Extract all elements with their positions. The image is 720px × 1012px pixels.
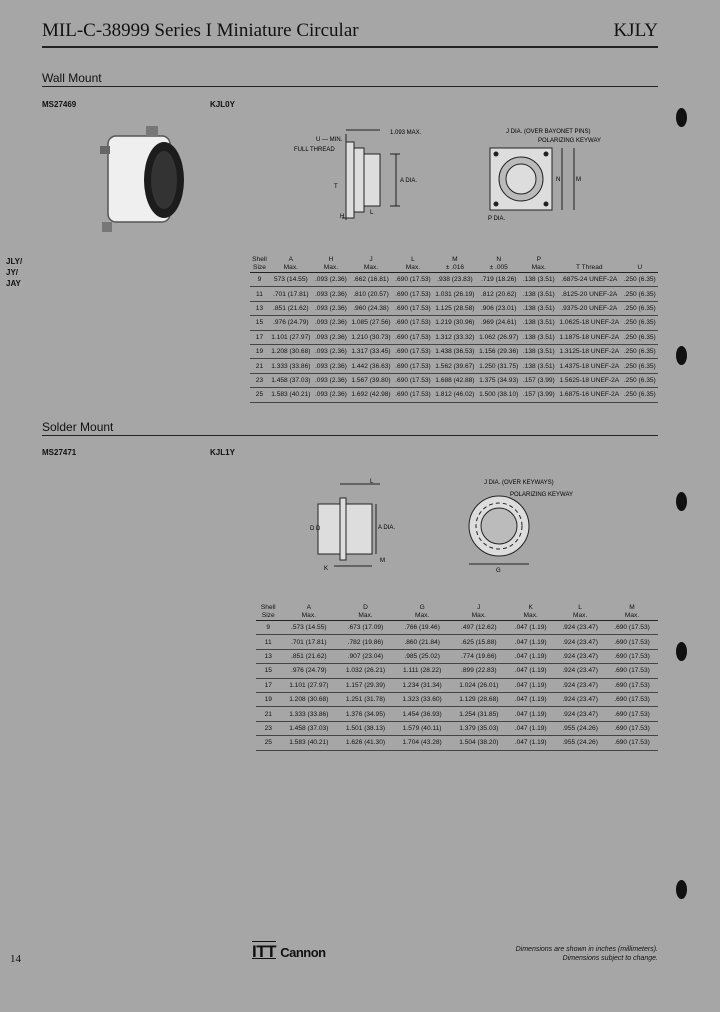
table-cell: .690 (17.53) — [393, 388, 433, 402]
table-cell: .690 (17.53) — [606, 664, 658, 678]
table-cell: 19 — [250, 344, 269, 358]
table-cell: .093 (2.36) — [313, 330, 349, 344]
table-row — [250, 344, 658, 358]
table-cell: 1.501 (38.13) — [337, 721, 394, 735]
column-header: Shell Size — [256, 604, 280, 621]
wall-mount-section-title: Wall Mount — [42, 71, 102, 85]
table-cell: 1.208 (30.68) — [280, 692, 337, 706]
table-cell: .138 (3.51) — [521, 301, 557, 315]
table-row — [256, 721, 658, 735]
table-cell: 1.031 (26.19) — [433, 287, 477, 301]
table-header-row — [250, 256, 658, 273]
table-cell: .047 (1.19) — [507, 678, 554, 692]
logo-cannon: Cannon — [280, 945, 326, 960]
table-cell: .047 (1.19) — [507, 635, 554, 649]
dim-label-max-length: 1.093 MAX. — [390, 130, 422, 136]
table-cell: 1.692 (42.98) — [349, 388, 393, 402]
dim-label-p-dia: P DIA. — [488, 216, 506, 222]
dimensions-note-line1: Dimensions are shown in inches (millimeters). — [515, 946, 658, 953]
table-cell: 1.250 (31.75) — [477, 359, 521, 373]
table-cell: .250 (6.35) — [622, 330, 658, 344]
column-header: H Max. — [313, 256, 349, 273]
table-row — [250, 330, 658, 344]
table-cell: 11 — [256, 635, 280, 649]
table-cell: .690 (17.53) — [606, 692, 658, 706]
table-cell: .899 (22.83) — [450, 664, 507, 678]
table-cell: 1.085 (27.56) — [349, 316, 393, 330]
table-cell: .138 (3.51) — [521, 287, 557, 301]
side-label-list — [6, 256, 22, 289]
table-cell: 1.812 (46.02) — [433, 388, 477, 402]
table-cell: .690 (17.53) — [393, 359, 433, 373]
table-cell: .924 (23.47) — [554, 707, 606, 721]
solder-mount-section-title: Solder Mount — [42, 420, 114, 434]
table-cell: .924 (23.47) — [554, 692, 606, 706]
table-row — [256, 736, 658, 750]
table-header-row — [256, 604, 658, 621]
table-cell: 15 — [256, 664, 280, 678]
page-number: 14 — [10, 953, 21, 965]
table-cell: 1.254 (31.85) — [450, 707, 507, 721]
table-cell: 17 — [256, 678, 280, 692]
itt-cannon-logo — [252, 942, 326, 962]
table-cell: 1.583 (40.21) — [280, 736, 337, 750]
table-cell: 1.5625-18 UNEF-2A — [557, 373, 622, 387]
series-code: KJLY — [613, 20, 658, 41]
table-cell: .690 (17.53) — [393, 316, 433, 330]
dimensions-note-line2: Dimensions subject to change. — [562, 955, 658, 962]
table-cell: .673 (17.09) — [337, 621, 394, 635]
table-row — [250, 301, 658, 315]
table-cell: 1.208 (30.68) — [269, 344, 313, 358]
dim-label-a-dia: A DIA. — [378, 525, 396, 531]
table-cell: .924 (23.47) — [554, 664, 606, 678]
column-header: M Max. — [606, 604, 658, 621]
table-cell: .093 (2.36) — [313, 287, 349, 301]
table-cell: 1.3125-18 UNEF-2A — [557, 344, 622, 358]
table-cell: 573 (14.55) — [269, 273, 313, 287]
table-cell: 1.251 (31.78) — [337, 692, 394, 706]
table-cell: 1.333 (33.86) — [269, 359, 313, 373]
column-header: U — [622, 256, 658, 273]
wall-mount-front-view-drawing — [470, 124, 620, 224]
column-header: K Max. — [507, 604, 554, 621]
table-cell: .701 (17.81) — [280, 635, 337, 649]
wall-mount-part-code: KJL0Y — [210, 100, 235, 109]
table-row — [256, 621, 658, 635]
table-cell: .497 (12.62) — [450, 621, 507, 635]
table-cell: .906 (23.01) — [477, 301, 521, 315]
table-row — [256, 692, 658, 706]
table-cell: .662 (16.81) — [349, 273, 393, 287]
table-cell: .250 (6.35) — [622, 373, 658, 387]
table-cell: .938 (23.83) — [433, 273, 477, 287]
table-cell: 1.0625-18 UNEF-2A — [557, 316, 622, 330]
table-cell: 25 — [250, 388, 269, 402]
table-cell: 13 — [250, 301, 269, 315]
table-cell: 25 — [256, 736, 280, 750]
table-cell: .690 (17.53) — [393, 330, 433, 344]
header-rule — [42, 46, 658, 48]
dim-label-g: G — [496, 568, 501, 574]
table-cell: 1.454 (36.93) — [394, 707, 451, 721]
table-cell: .250 (6.35) — [622, 273, 658, 287]
table-cell: .250 (6.35) — [622, 359, 658, 373]
table-cell: .047 (1.19) — [507, 692, 554, 706]
table-row — [250, 388, 658, 402]
table-cell: .690 (17.53) — [606, 649, 658, 663]
solder-mount-table-body — [256, 621, 658, 751]
table-cell: 23 — [256, 721, 280, 735]
table-cell: 1.101 (27.97) — [280, 678, 337, 692]
dim-label-n: N — [556, 177, 561, 183]
table-cell: .960 (24.38) — [349, 301, 393, 315]
column-header: N ± .005 — [477, 256, 521, 273]
table-cell: .6875-24 UNEF-2A — [557, 273, 622, 287]
solder-mount-part-code: KJL1Y — [210, 448, 235, 457]
table-cell: .924 (23.47) — [554, 621, 606, 635]
table-cell: 1.210 (30.73) — [349, 330, 393, 344]
table-row — [250, 287, 658, 301]
table-cell: .969 (24.61) — [477, 316, 521, 330]
table-cell: 9 — [256, 621, 280, 635]
table-cell: .047 (1.19) — [507, 707, 554, 721]
table-cell: .047 (1.19) — [507, 721, 554, 735]
dim-label-j-dia: J DIA. (OVER KEYWAYS) — [484, 480, 554, 486]
table-cell: 1.567 (39.80) — [349, 373, 393, 387]
table-cell: .851 (21.62) — [280, 649, 337, 663]
table-cell: 13 — [256, 649, 280, 663]
table-row — [256, 707, 658, 721]
table-cell: 1.583 (40.21) — [269, 388, 313, 402]
table-cell: .093 (2.36) — [313, 359, 349, 373]
binder-hole — [676, 642, 687, 661]
table-cell: .955 (24.26) — [554, 721, 606, 735]
table-row — [250, 316, 658, 330]
table-cell: .138 (3.51) — [521, 359, 557, 373]
wall-mount-dimension-table — [250, 256, 658, 403]
column-header: J Max. — [349, 256, 393, 273]
table-cell: .093 (2.36) — [313, 316, 349, 330]
table-cell: .8125-20 UNEF-2A — [557, 287, 622, 301]
table-cell: 15 — [250, 316, 269, 330]
table-cell: .047 (1.19) — [507, 664, 554, 678]
table-cell: .573 (14.55) — [280, 621, 337, 635]
column-header: Shell Size — [250, 256, 269, 273]
table-cell: 1.376 (34.95) — [337, 707, 394, 721]
dim-label-dd: D D — [310, 526, 321, 532]
table-cell: .093 (2.36) — [313, 373, 349, 387]
table-cell: .138 (3.51) — [521, 316, 557, 330]
column-header: M ± .016 — [433, 256, 477, 273]
table-cell: .250 (6.35) — [622, 316, 658, 330]
table-cell: .690 (17.53) — [393, 273, 433, 287]
table-cell: .690 (17.53) — [606, 635, 658, 649]
table-cell: .719 (18.26) — [477, 273, 521, 287]
table-cell: .047 (1.19) — [507, 649, 554, 663]
table-cell: 23 — [250, 373, 269, 387]
table-cell: 1.234 (31.34) — [394, 678, 451, 692]
table-cell: 1.504 (38.20) — [450, 736, 507, 750]
table-cell: 1.156 (29.36) — [477, 344, 521, 358]
table-cell: 1.024 (26.01) — [450, 678, 507, 692]
dim-label-full-thread: FULL THREAD — [294, 147, 335, 153]
table-cell: .138 (3.51) — [521, 273, 557, 287]
table-cell: 1.101 (27.97) — [269, 330, 313, 344]
dim-label-m: M — [380, 558, 385, 564]
dim-label-k: K — [324, 566, 329, 572]
table-cell: .690 (17.53) — [606, 736, 658, 750]
table-cell: .924 (23.47) — [554, 678, 606, 692]
column-header: A Max. — [269, 256, 313, 273]
table-cell: .047 (1.19) — [507, 736, 554, 750]
section-rule — [42, 435, 658, 436]
binder-hole — [676, 880, 687, 899]
table-cell: 1.704 (43.28) — [394, 736, 451, 750]
table-cell: .690 (17.53) — [393, 373, 433, 387]
table-cell: .782 (19.86) — [337, 635, 394, 649]
table-cell: .690 (17.53) — [606, 678, 658, 692]
column-header: T Thread — [557, 256, 622, 273]
table-cell: 1.458 (37.03) — [280, 721, 337, 735]
table-cell: .976 (24.79) — [269, 316, 313, 330]
table-cell: 1.317 (33.45) — [349, 344, 393, 358]
column-header: J Max. — [450, 604, 507, 621]
page-title: MIL-C-38999 Series I Miniature Circular — [42, 20, 359, 41]
table-row — [250, 373, 658, 387]
table-cell: 1.579 (40.11) — [394, 721, 451, 735]
table-cell: .093 (2.36) — [313, 273, 349, 287]
dim-label-j-dia: J DIA. (OVER BAYONET PINS) — [506, 129, 591, 135]
binder-hole — [676, 492, 687, 511]
table-cell: 1.4375-18 UNEF-2A — [557, 359, 622, 373]
table-cell: .093 (2.36) — [313, 301, 349, 315]
table-cell: 1.333 (33.86) — [280, 707, 337, 721]
table-cell: .955 (24.26) — [554, 736, 606, 750]
table-cell: 1.688 (42.88) — [433, 373, 477, 387]
wall-mount-connector-photo — [96, 122, 196, 242]
table-cell: 1.125 (28.58) — [433, 301, 477, 315]
column-header: L Max. — [393, 256, 433, 273]
table-cell: 1.458 (37.03) — [269, 373, 313, 387]
column-header: G Max. — [394, 604, 451, 621]
dim-label-u-min: U — MIN. — [316, 137, 343, 143]
table-cell: 1.626 (41.30) — [337, 736, 394, 750]
side-label: JY/ — [6, 268, 19, 277]
wall-mount-mil-number: MS27469 — [42, 100, 77, 109]
table-cell: .250 (6.35) — [622, 344, 658, 358]
wall-mount-side-view-drawing — [290, 124, 440, 234]
solder-mount-mil-number: MS27471 — [42, 448, 77, 457]
table-row — [250, 273, 658, 287]
solder-mount-dimension-table — [256, 604, 658, 751]
table-cell: 1.438 (36.53) — [433, 344, 477, 358]
dim-label-m: M — [576, 177, 581, 183]
table-cell: .138 (3.51) — [521, 344, 557, 358]
solder-mount-front-view-drawing — [454, 474, 604, 574]
table-cell: 21 — [256, 707, 280, 721]
table-cell: .701 (17.81) — [269, 287, 313, 301]
column-header: L Max. — [554, 604, 606, 621]
table-cell: .924 (23.47) — [554, 635, 606, 649]
table-cell: .047 (1.19) — [507, 621, 554, 635]
dim-label-keyway: POLARIZING KEYWAY — [510, 492, 574, 498]
table-cell: .093 (2.36) — [313, 388, 349, 402]
table-row — [250, 359, 658, 373]
table-cell: .924 (23.47) — [554, 649, 606, 663]
table-cell: .766 (19.46) — [394, 621, 451, 635]
table-cell: .250 (6.35) — [622, 301, 658, 315]
table-cell: .093 (2.36) — [313, 344, 349, 358]
table-cell: 11 — [250, 287, 269, 301]
table-cell: .690 (17.53) — [393, 287, 433, 301]
table-cell: .690 (17.53) — [393, 344, 433, 358]
table-cell: 1.219 (30.96) — [433, 316, 477, 330]
table-cell: 1.375 (34.93) — [477, 373, 521, 387]
table-cell: 1.032 (26.21) — [337, 664, 394, 678]
logo-itt: ITT — [252, 942, 276, 961]
table-row — [256, 649, 658, 663]
table-cell: .810 (20.57) — [349, 287, 393, 301]
table-cell: 17 — [250, 330, 269, 344]
table-cell: .250 (6.35) — [622, 287, 658, 301]
wall-mount-table-body — [250, 273, 658, 403]
column-header: D Max. — [337, 604, 394, 621]
table-cell: .985 (25.02) — [394, 649, 451, 663]
table-cell: 21 — [250, 359, 269, 373]
dim-label-h: H — [340, 214, 345, 220]
table-cell: 1.062 (26.97) — [477, 330, 521, 344]
dim-label-l: L — [370, 210, 374, 216]
table-cell: .690 (17.53) — [393, 301, 433, 315]
binder-hole — [676, 108, 687, 127]
table-cell: 1.129 (28.68) — [450, 692, 507, 706]
table-cell: .774 (19.66) — [450, 649, 507, 663]
table-cell: 1.442 (36.63) — [349, 359, 393, 373]
table-cell: .976 (24.79) — [280, 664, 337, 678]
table-cell: 1.500 (38.10) — [477, 388, 521, 402]
section-rule — [42, 86, 658, 87]
table-cell: .860 (21.84) — [394, 635, 451, 649]
table-cell: 19 — [256, 692, 280, 706]
side-label: JLY/ — [6, 257, 23, 266]
table-cell: 1.562 (39.67) — [433, 359, 477, 373]
dim-label-l: L — [370, 479, 374, 485]
column-header: A Max. — [280, 604, 337, 621]
table-cell: .138 (3.51) — [521, 330, 557, 344]
table-cell: 1.312 (33.32) — [433, 330, 477, 344]
column-header: P Max. — [521, 256, 557, 273]
table-row — [256, 678, 658, 692]
table-cell: .907 (23.04) — [337, 649, 394, 663]
table-row — [256, 635, 658, 649]
dim-label-t: T — [334, 184, 338, 190]
dim-label-keyway: POLARIZING KEYWAY — [538, 138, 602, 144]
table-cell: 1.379 (35.03) — [450, 721, 507, 735]
table-cell: 1.157 (29.39) — [337, 678, 394, 692]
side-label: JAY — [6, 279, 21, 288]
table-cell: .690 (17.53) — [606, 621, 658, 635]
table-cell: 9 — [250, 273, 269, 287]
table-cell: 1.1875-18 UNEF-2A — [557, 330, 622, 344]
table-cell: .157 (3.99) — [521, 388, 557, 402]
table-row — [256, 664, 658, 678]
binder-hole — [676, 346, 687, 365]
table-cell: 1.6875-16 UNEF-2A — [557, 388, 622, 402]
table-cell: .812 (20.62) — [477, 287, 521, 301]
table-cell: .157 (3.99) — [521, 373, 557, 387]
table-cell: .690 (17.53) — [606, 721, 658, 735]
table-cell: .250 (6.35) — [622, 388, 658, 402]
table-cell: .851 (21.62) — [269, 301, 313, 315]
table-cell: .9375-20 UNEF-2A — [557, 301, 622, 315]
table-cell: .625 (15.88) — [450, 635, 507, 649]
table-cell: 1.323 (33.60) — [394, 692, 451, 706]
dim-label-a-dia: A DIA. — [400, 178, 418, 184]
table-cell: .690 (17.53) — [606, 707, 658, 721]
solder-mount-side-view-drawing — [306, 474, 416, 574]
table-cell: 1.111 (28.22) — [394, 664, 451, 678]
